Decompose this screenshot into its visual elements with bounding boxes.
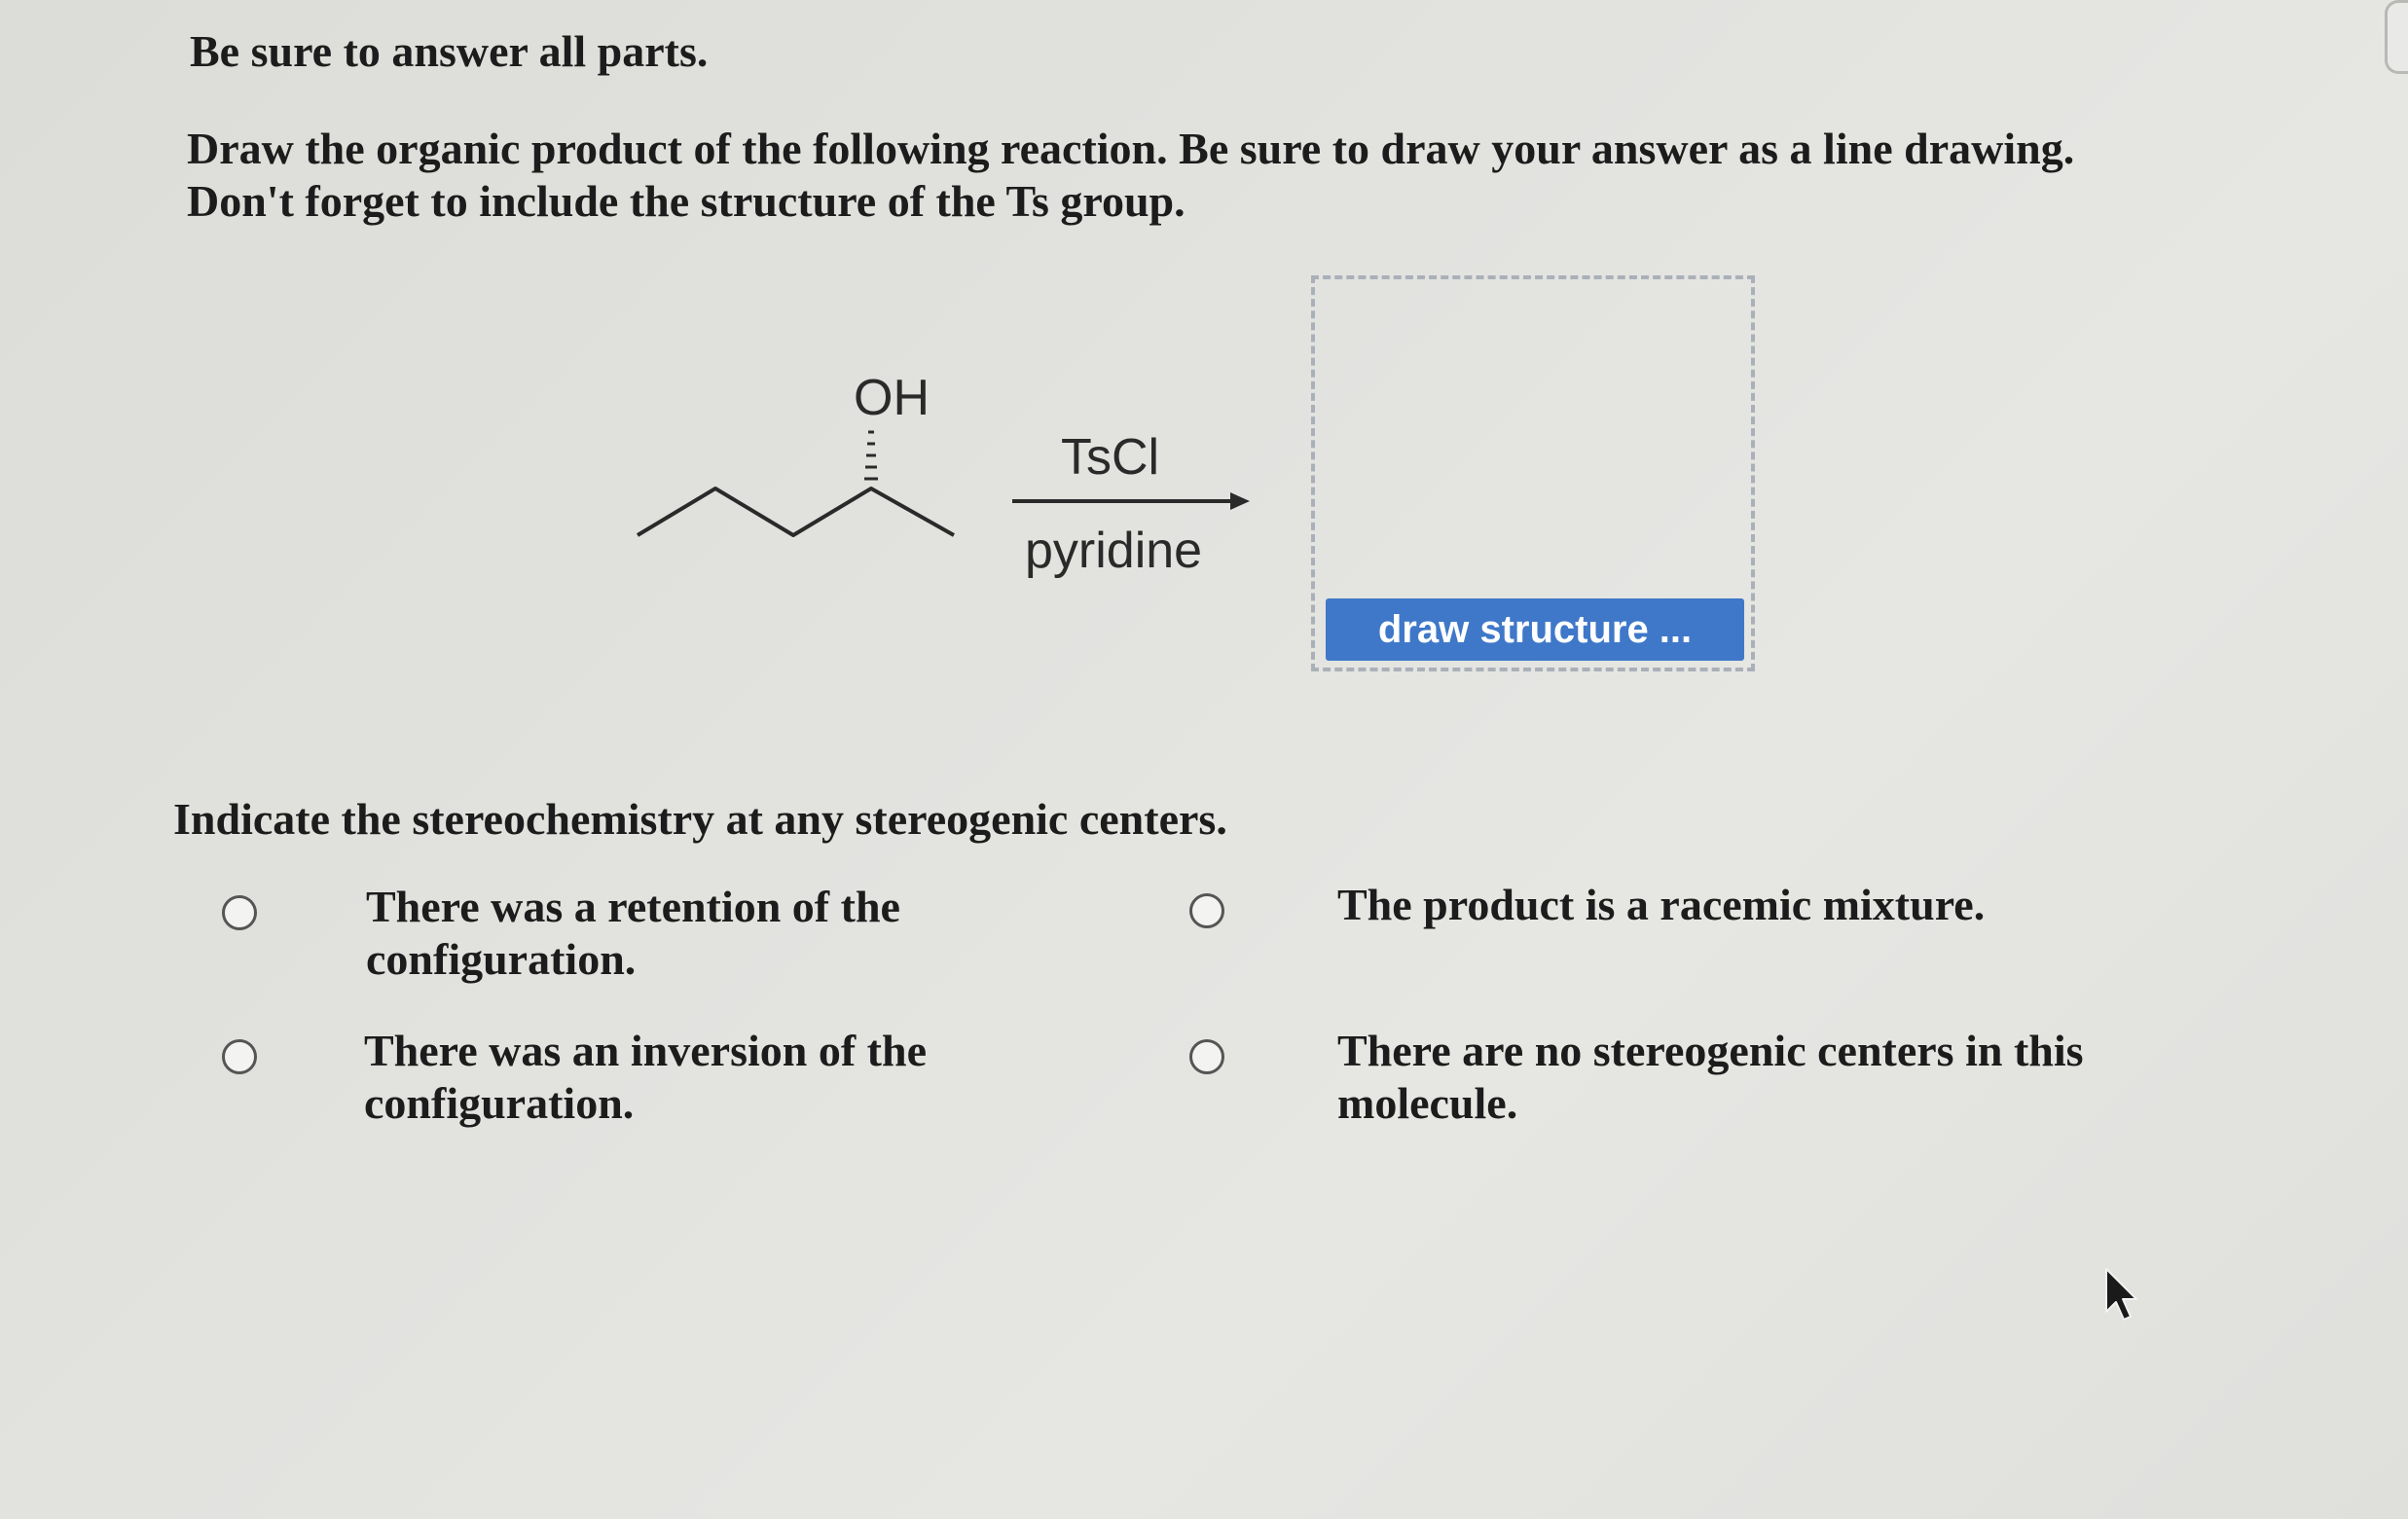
radio-empty-icon[interactable] [222,895,257,930]
option-label: The product is a racemic mixture. [1337,880,1986,929]
question-line-2: Don't forget to include the structure of the Ts group. [187,176,1186,226]
option-retention[interactable] [222,881,1047,986]
hashed-wedge-bond [864,432,878,479]
question-line-1: Draw the organic product of the following reaction. Be sure to draw your answer as a line drawing. [187,124,2075,173]
stereochemistry-prompt: Indicate the stereochemistry at any stereogenic centers. [173,794,1227,844]
radio-empty-icon[interactable] [222,1039,257,1074]
hydroxyl-label: OH [854,370,930,426]
option-racemic[interactable] [1189,879,2019,931]
option-no-stereocenters[interactable] [1189,1025,2213,1130]
option-label: There was an inversion of the configuration. [364,1026,927,1128]
option-label: There are no stereogenic centers in this molecule. [1337,1026,2084,1128]
reagent-pyridine: pyridine [1025,523,1203,579]
reagent-tscl: TsCl [1061,429,1160,486]
question-text [187,123,2231,228]
carbon-chain [638,488,954,535]
instruction-header: Be sure to answer all parts. [190,26,709,76]
draw-structure-button[interactable]: draw structure ... [1326,598,1744,661]
radio-empty-icon[interactable] [1189,893,1224,928]
radio-empty-icon[interactable] [1189,1039,1224,1074]
option-inversion[interactable] [222,1025,1065,1130]
reactant-structure [623,360,973,555]
scroll-edge-tab[interactable] [2385,0,2408,74]
option-label: There was a retention of the configuration. [366,882,900,984]
mouse-pointer-icon [2102,1267,2141,1325]
